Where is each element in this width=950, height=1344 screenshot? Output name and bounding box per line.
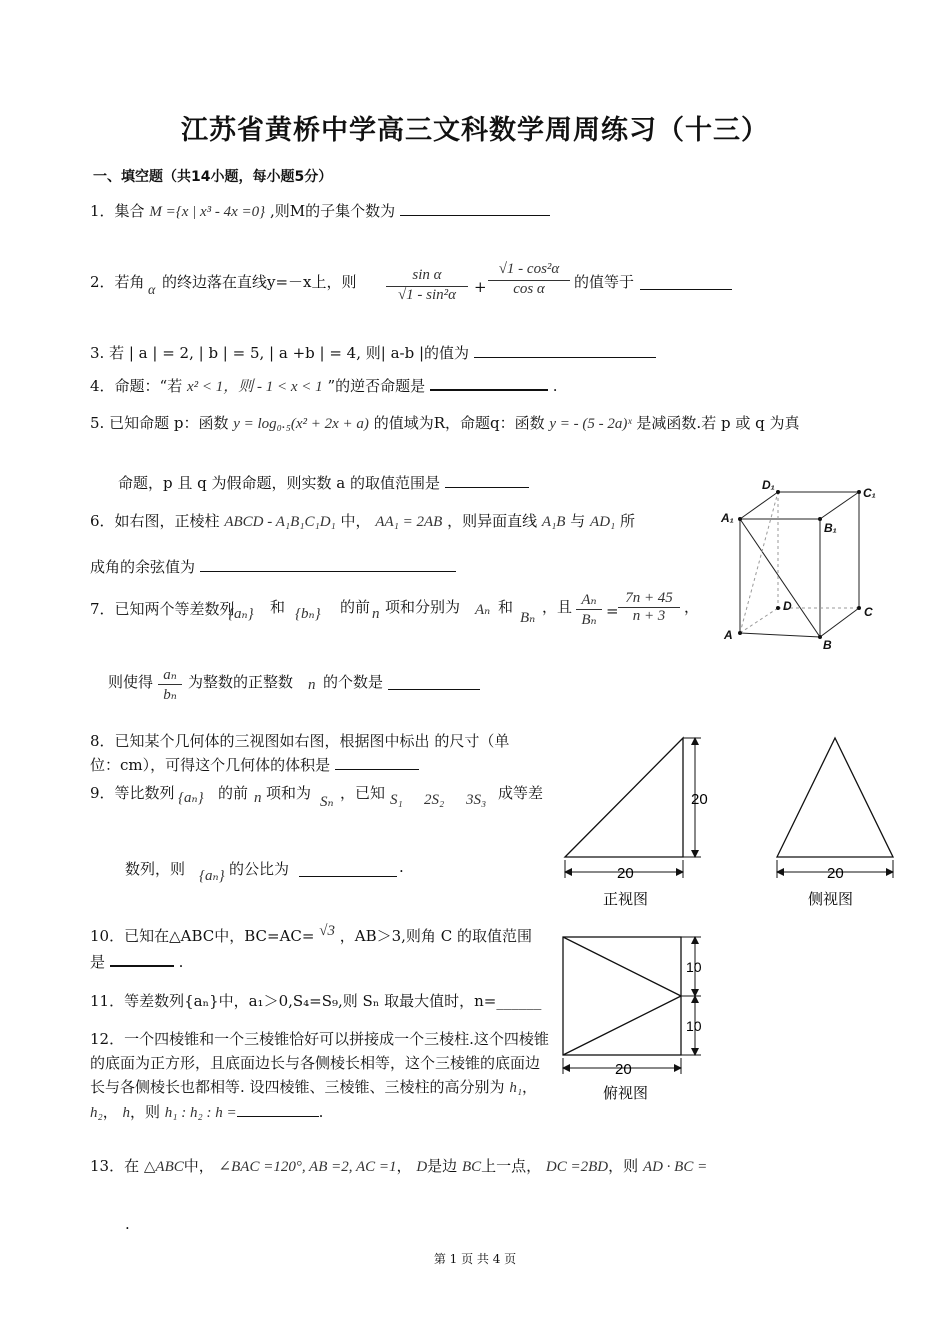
q6-mid-3: 与 <box>570 512 586 530</box>
segment-a1b <box>740 519 820 637</box>
q7-ratio-left <box>576 590 602 629</box>
q2-f1-denominator: √1 - sin²α <box>386 286 468 304</box>
q7-ratio-right-num: 7n + 45 <box>625 590 673 606</box>
q7-seq-a: {aₙ} <box>228 606 254 622</box>
question-9 <box>90 782 550 822</box>
q7-line2-mid: 为整数的正整数 <box>188 673 294 691</box>
q7-mid3: ，且 <box>542 598 573 616</box>
q5-answer-blank[interactable] <box>445 487 529 488</box>
q9-prefix: 9．等比数列 <box>90 784 175 802</box>
top-view-diag-2 <box>563 996 681 1055</box>
q8-answer-blank[interactable] <box>335 769 419 770</box>
q2-alpha: α <box>148 283 156 298</box>
q12-h: h <box>122 1105 130 1121</box>
q7-mid2: 项和分别为 <box>385 598 461 616</box>
top-view-width-label: 20 <box>615 1061 632 1078</box>
q9-seq: {aₙ} <box>178 790 204 806</box>
q13-then: ，则 <box>608 1157 639 1175</box>
q13-d: D <box>416 1159 428 1175</box>
question-12: 12．一个四棱锥和一个三棱锥恰好可以拼接成一个三棱柱.这个四棱锥的底面为正方形，且底面边长与各侧棱长相等，这个三棱锥的底面边长与各侧棱长也都相等. 设四棱锥、三棱锥、三棱柱的高分别为 h₁， h₂， h，则 h₁ : h₂ : h = . <box>90 1030 549 1121</box>
q6-line2: 成角的余弦值为 <box>90 558 196 576</box>
q5-text-after: 是减函数.若 p 或 q 为真 <box>636 414 800 432</box>
side-view <box>777 738 893 908</box>
top-view-upper-label: 10 <box>686 959 702 975</box>
q7-ab-fraction <box>158 665 182 704</box>
q10-after: ，AB＞3,则角 C 的取值范围 <box>339 927 532 945</box>
q5-expr-2: y = - (5 - 2a)ˣ <box>549 416 632 432</box>
q12-text: 12．一个四棱锥和一个三棱锥恰好可以拼接成一个三棱柱.这个四棱锥的底面为正方形，且底面边长与各侧棱长相等，这个三棱锥的底面边长与各侧棱长也都相等. 设四棱锥、三棱锥、三棱柱的高分别为 <box>90 1030 549 1096</box>
q5-line2: 命题，p 且 q 为假命题，则实数 a 的取值范围是 <box>118 474 440 492</box>
q2-f1-numerator: sin α <box>412 267 442 283</box>
q10-end: . <box>178 953 184 971</box>
edge-ad-hidden <box>740 608 778 633</box>
q13-dc: DC =2BD <box>545 1159 609 1175</box>
q8-line2: 位：cm），可得这个几何体的体积是 <box>90 756 331 774</box>
q9-line2-after: 的公比为 <box>229 860 290 878</box>
vertex-c <box>857 606 861 610</box>
q4-expr: x² < 1，则 - 1 < x < 1 <box>187 379 323 395</box>
q12-h1: h₁ <box>509 1080 523 1096</box>
q1-answer-blank[interactable] <box>400 215 550 216</box>
q7-ratio-right-den: n + 3 <box>618 607 680 625</box>
question-5-line-2 <box>118 472 529 493</box>
q3-answer-blank[interactable] <box>474 357 656 358</box>
top-view-lower-label: 10 <box>686 1018 702 1034</box>
q9-s3: 3S₃ <box>466 792 487 808</box>
q7-ratio-left-num: Aₙ <box>581 592 597 608</box>
q6-mid-2: ，则异面直线 <box>447 512 538 530</box>
q2-plus: + <box>474 278 487 296</box>
vertex-b <box>818 635 822 639</box>
question-8-line-1: 8．已知某个几何体的三视图如右图，根据图中标出 的尺寸（单 <box>90 732 510 750</box>
q4-text: ”的逆否命题是 <box>327 377 426 395</box>
q9-s1: S₁ <box>390 792 403 808</box>
q7-and: 和 <box>270 598 286 616</box>
question-4 <box>90 375 557 396</box>
q13-comma: ， <box>396 1157 412 1175</box>
q2-text-after: 的值等于 <box>574 273 635 291</box>
q7-sum-b: Bₙ <box>520 610 536 626</box>
vertex-d1 <box>776 490 780 494</box>
edge-b1c1 <box>820 492 859 519</box>
front-view-caption: 正视图 <box>603 891 649 908</box>
label-b: B <box>823 638 832 652</box>
q5-expr-1: y = log₀.₅(x² + 2x + a) <box>233 416 369 432</box>
prism-figure <box>718 475 888 655</box>
q6-expr-1: ABCD - A₁B₁C₁D₁ <box>224 514 336 530</box>
edge-bc <box>820 608 859 637</box>
question-1 <box>90 200 550 221</box>
q7-comma: ， <box>684 598 700 616</box>
q13-prefix: 13．在 <box>90 1157 140 1175</box>
q4-prefix: 4．命题：“若 <box>90 377 183 395</box>
vertex-b1 <box>818 517 822 521</box>
front-view <box>565 738 708 908</box>
q10-line2: 是 <box>90 953 106 971</box>
q13-mid: 中， <box>183 1157 214 1175</box>
q9-end: . <box>399 858 404 876</box>
question-9-line-2 <box>125 858 425 888</box>
q13-mid3: 上一点， <box>481 1157 542 1175</box>
q6-mid-1: 中， <box>340 512 371 530</box>
q4-answer-blank[interactable] <box>430 389 548 391</box>
q2-number: 2．若角 <box>90 273 145 291</box>
q9-line2-seq: {aₙ} <box>199 868 225 884</box>
vertex-a1 <box>738 517 742 521</box>
top-view-caption: 俯视图 <box>603 1085 649 1102</box>
side-view-width-label: 20 <box>827 865 844 882</box>
q10-line1: 10．已知在△ABC中，BC=AC= <box>90 927 315 945</box>
q2-text: 的终边落在直线y=－x上，则 <box>162 273 357 291</box>
q7-and2: 和 <box>498 598 514 616</box>
q9-mid2: 项和为 <box>266 784 312 802</box>
q13-answer-end: . <box>125 1215 130 1233</box>
question-3 <box>90 342 656 363</box>
q9-mid: 的前 <box>218 784 249 802</box>
q7-answer-blank[interactable] <box>388 671 480 690</box>
section-heading: 一、填空题（共14小题，每小题5分） <box>93 169 333 185</box>
q9-after: 成等差 <box>498 784 544 802</box>
q7-ab-num: aₙ <box>163 667 177 683</box>
q3-text: 3. 若 | a | = 2, | b | = 5, | a +b | = 4, 则| a-b |的值为 <box>90 344 470 362</box>
question-7 <box>90 590 700 650</box>
q5-text-mid: 的值域为R，命题q：函数 <box>373 414 545 432</box>
question-7-line-2 <box>108 665 508 715</box>
q1-set-expr: M ={x | x³ - 4x =0} <box>149 204 266 220</box>
question-10 <box>90 925 532 946</box>
q12-end: . <box>318 1103 324 1121</box>
q2-fraction-2 <box>488 261 570 298</box>
q6-answer-blank[interactable] <box>200 571 456 572</box>
q5-prefix: 5. 已知命题 p：函数 <box>90 414 229 432</box>
q2-f2-numerator: √1 - cos²α <box>498 261 560 277</box>
q7-mid: 的前 <box>340 598 371 616</box>
q7-line2-n: n <box>308 677 316 693</box>
q10-sqrt: √3 <box>319 923 335 939</box>
q4-end: . <box>552 377 558 395</box>
q6-expr-3: A₁B <box>541 514 566 530</box>
q1-text: ,则M的子集个数为 <box>269 202 396 220</box>
top-view-diag-1 <box>563 937 681 996</box>
q7-n: n <box>372 606 380 622</box>
label-c1: C₁ <box>863 486 876 500</box>
page-title: 江苏省黄桥中学高三文科数学周周练习（十三） <box>181 115 769 146</box>
top-view-square <box>563 937 681 1055</box>
top-view <box>563 937 702 1102</box>
vertex-c1 <box>857 490 861 494</box>
q7-prefix: 7．已知两个等差数列 <box>90 600 235 618</box>
q7-ratio-right <box>618 590 680 625</box>
q13-conditions: ∠BAC =120°, AB =2, AC =1 <box>218 1159 397 1175</box>
q12-answer-blank[interactable] <box>237 1116 319 1117</box>
side-view-caption: 侧视图 <box>808 891 854 908</box>
q7-sum-a: Aₙ <box>475 602 491 618</box>
q7-ratio-left-den: Bₙ <box>576 609 602 629</box>
q7-seq-b: {bₙ} <box>295 606 321 622</box>
q9-mid3: ，已知 <box>340 784 386 802</box>
question-6 <box>90 510 635 531</box>
q13-triangle: △ABC <box>143 1159 184 1175</box>
q9-n: n <box>254 790 262 806</box>
label-a1: A₁ <box>721 511 734 525</box>
q2-fraction-1 <box>386 267 468 304</box>
q6-after: 所 <box>620 512 636 530</box>
question-6-line-2 <box>90 556 456 577</box>
q12-ratio: h₁ : h₂ : h = <box>164 1105 237 1121</box>
question-13 <box>90 1155 707 1176</box>
q10-answer-blank[interactable] <box>110 965 174 967</box>
front-view-height-label: 20 <box>691 791 708 808</box>
question-5 <box>90 412 799 433</box>
edge-ab <box>740 633 820 637</box>
question-8-line-2 <box>90 754 419 775</box>
q9-answer-blank[interactable] <box>299 858 397 877</box>
question-10-line-2 <box>90 951 183 972</box>
q11-text: 11．等差数列{aₙ}中，a₁＞0,S₄=S₉,则 Sₙ 取最大值时，n= <box>90 992 497 1010</box>
q7-ab-den: bₙ <box>158 684 182 704</box>
q2-answer-blank[interactable] <box>640 271 732 290</box>
q7-equals: = <box>606 602 619 620</box>
q11-answer-blank[interactable]: ______ <box>496 992 542 1010</box>
q7-line2-prefix: 则使得 <box>108 673 154 691</box>
q12-then: ，则 <box>130 1103 161 1121</box>
q9-sum: Sₙ <box>320 794 334 810</box>
label-c: C <box>864 605 873 619</box>
question-11 <box>90 990 541 1011</box>
label-d: D <box>783 599 792 613</box>
q9-line2-prefix: 数列，则 <box>125 860 186 878</box>
vertex-a <box>738 631 742 635</box>
q6-prefix: 6．如右图，正棱柱 <box>90 512 220 530</box>
q6-expr-4: AD₁ <box>590 514 616 530</box>
side-view-triangle <box>777 738 893 857</box>
label-d1: D₁ <box>762 478 775 492</box>
vertex-d <box>776 606 780 610</box>
front-view-triangle <box>565 738 683 857</box>
label-b1: B₁ <box>824 521 837 535</box>
q9-s2: 2S₂ <box>424 792 445 808</box>
q13-mid2: 是边 <box>427 1157 458 1175</box>
page-footer: 第 1 页 共 4 页 <box>433 1252 517 1266</box>
q1-number: 1．集合 <box>90 202 145 220</box>
q7-line2-after: 的个数是 <box>323 673 384 691</box>
front-view-width-label: 20 <box>617 865 634 882</box>
q13-bc: BC <box>461 1159 482 1175</box>
q6-expr-2: AA₁ = 2AB <box>375 514 443 530</box>
q12-h2: h₂ <box>90 1105 103 1121</box>
q2-f2-denominator: cos α <box>488 280 570 298</box>
three-views-figure <box>555 730 915 1120</box>
label-a: A <box>724 628 733 642</box>
q13-dot-product: AD · BC = <box>642 1159 708 1175</box>
